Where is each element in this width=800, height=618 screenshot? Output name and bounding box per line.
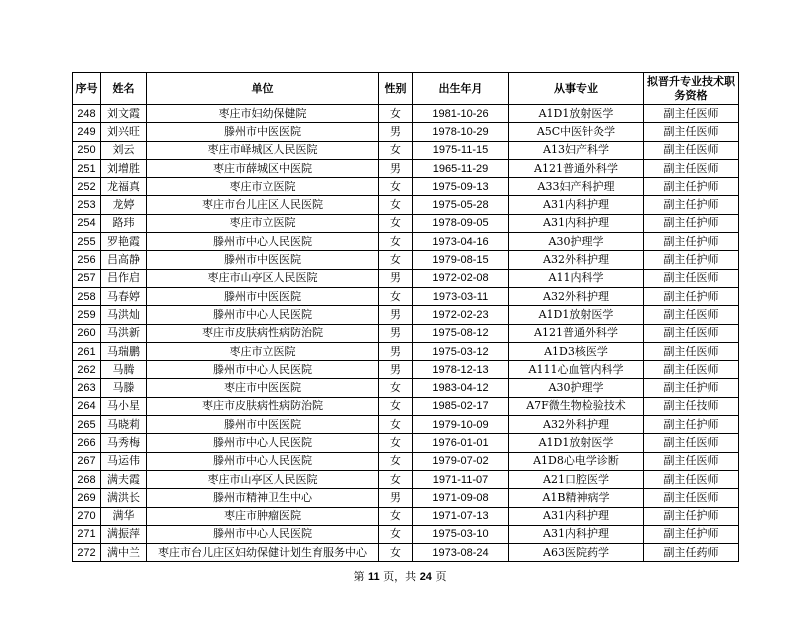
header-unit: 单位 [147, 73, 379, 105]
cell-specialty: A32外科护理 [509, 416, 644, 434]
cell-birth-date: 1985-02-17 [413, 397, 509, 415]
cell-gender: 女 [379, 196, 413, 214]
cell-unit: 枣庄市皮肤病性病防治院 [147, 324, 379, 342]
cell-name: 龙福真 [101, 178, 147, 196]
cell-qualification: 副主任护师 [644, 507, 739, 525]
cell-qualification: 副主任医师 [644, 361, 739, 379]
cell-specialty: A1D8心电学诊断 [509, 452, 644, 470]
cell-name: 满中兰 [101, 544, 147, 562]
cell-unit: 滕州市精神卫生中心 [147, 489, 379, 507]
cell-birth-date: 1975-03-10 [413, 525, 509, 543]
cell-serial: 250 [73, 141, 101, 159]
cell-serial: 267 [73, 452, 101, 470]
cell-qualification: 副主任医师 [644, 434, 739, 452]
page-footer [0, 568, 800, 584]
cell-birth-date: 1975-11-15 [413, 141, 509, 159]
header-name: 姓名 [101, 73, 147, 105]
cell-gender: 女 [379, 379, 413, 397]
cell-specialty: A30护理学 [509, 379, 644, 397]
cell-specialty: A13妇产科学 [509, 141, 644, 159]
footer-middle: 页，共 [383, 570, 417, 583]
cell-qualification: 副主任技师 [644, 397, 739, 415]
cell-gender: 女 [379, 287, 413, 305]
cell-serial: 256 [73, 251, 101, 269]
cell-birth-date: 1978-12-13 [413, 361, 509, 379]
cell-qualification: 副主任护师 [644, 287, 739, 305]
cell-unit: 枣庄市立医院 [147, 178, 379, 196]
cell-gender: 男 [379, 361, 413, 379]
cell-name: 马运伟 [101, 452, 147, 470]
cell-qualification: 副主任医师 [644, 269, 739, 287]
table-header [73, 73, 739, 105]
cell-unit: 滕州市中心人民医院 [147, 434, 379, 452]
cell-gender: 男 [379, 324, 413, 342]
cell-qualification: 副主任医师 [644, 324, 739, 342]
table-row [73, 269, 739, 287]
cell-qualification: 副主任护师 [644, 379, 739, 397]
cell-birth-date: 1965-11-29 [413, 159, 509, 177]
cell-gender: 男 [379, 269, 413, 287]
cell-serial: 253 [73, 196, 101, 214]
cell-specialty: A1D1放射医学 [509, 434, 644, 452]
cell-serial: 251 [73, 159, 101, 177]
page-total: 24 [419, 571, 432, 583]
cell-name: 龙婷 [101, 196, 147, 214]
cell-serial: 262 [73, 361, 101, 379]
cell-specialty: A111心血管内科学 [509, 361, 644, 379]
cell-gender: 男 [379, 306, 413, 324]
cell-birth-date: 1976-01-01 [413, 434, 509, 452]
cell-birth-date: 1975-03-12 [413, 342, 509, 360]
cell-birth-date: 1972-02-23 [413, 306, 509, 324]
cell-specialty: A32外科护理 [509, 251, 644, 269]
cell-unit: 枣庄市皮肤病性病防治院 [147, 397, 379, 415]
table-row [73, 489, 739, 507]
cell-specialty: A31内科护理 [509, 214, 644, 232]
cell-serial: 261 [73, 342, 101, 360]
table-row [73, 434, 739, 452]
cell-name: 刘文霞 [101, 105, 147, 123]
cell-qualification: 副主任医师 [644, 470, 739, 488]
cell-birth-date: 1978-10-29 [413, 123, 509, 141]
cell-qualification: 副主任医师 [644, 141, 739, 159]
cell-serial: 272 [73, 544, 101, 562]
cell-unit: 滕州市中医医院 [147, 287, 379, 305]
cell-gender: 女 [379, 233, 413, 251]
cell-serial: 255 [73, 233, 101, 251]
cell-serial: 268 [73, 470, 101, 488]
table-row [73, 141, 739, 159]
cell-birth-date: 1971-07-13 [413, 507, 509, 525]
cell-unit: 枣庄市肿瘤医院 [147, 507, 379, 525]
cell-name: 马小星 [101, 397, 147, 415]
cell-name: 马晓莉 [101, 416, 147, 434]
table-row [73, 525, 739, 543]
cell-specialty: A31内科护理 [509, 196, 644, 214]
cell-specialty: A121普通外科学 [509, 159, 644, 177]
cell-qualification: 副主任医师 [644, 452, 739, 470]
cell-qualification: 副主任护师 [644, 251, 739, 269]
cell-gender: 女 [379, 105, 413, 123]
cell-serial: 249 [73, 123, 101, 141]
cell-serial: 270 [73, 507, 101, 525]
footer-suffix: 页 [435, 570, 447, 583]
table-row [73, 306, 739, 324]
cell-gender: 女 [379, 507, 413, 525]
cell-name: 刘增胜 [101, 159, 147, 177]
cell-unit: 枣庄市中医医院 [147, 379, 379, 397]
cell-specialty: A33妇产科护理 [509, 178, 644, 196]
cell-qualification: 副主任护师 [644, 196, 739, 214]
cell-name: 刘兴旺 [101, 123, 147, 141]
cell-specialty: A1D1放射医学 [509, 306, 644, 324]
cell-gender: 女 [379, 470, 413, 488]
table-row [73, 342, 739, 360]
cell-qualification: 副主任护师 [644, 214, 739, 232]
cell-qualification: 副主任药师 [644, 544, 739, 562]
cell-birth-date: 1979-07-02 [413, 452, 509, 470]
roster-table [72, 72, 739, 562]
cell-unit: 滕州市中医医院 [147, 123, 379, 141]
table-row [73, 196, 739, 214]
cell-qualification: 副主任医师 [644, 489, 739, 507]
cell-gender: 女 [379, 178, 413, 196]
cell-birth-date: 1981-10-26 [413, 105, 509, 123]
cell-birth-date: 1972-02-08 [413, 269, 509, 287]
cell-birth-date: 1975-08-12 [413, 324, 509, 342]
cell-serial: 259 [73, 306, 101, 324]
header-birth-date: 出生年月 [413, 73, 509, 105]
cell-serial: 263 [73, 379, 101, 397]
cell-unit: 枣庄市立医院 [147, 214, 379, 232]
cell-gender: 女 [379, 452, 413, 470]
cell-serial: 252 [73, 178, 101, 196]
cell-qualification: 副主任医师 [644, 342, 739, 360]
cell-gender: 男 [379, 123, 413, 141]
cell-gender: 女 [379, 397, 413, 415]
cell-unit: 滕州市中心人民医院 [147, 306, 379, 324]
cell-gender: 女 [379, 251, 413, 269]
cell-name: 马滕 [101, 379, 147, 397]
cell-specialty: A63医院药学 [509, 544, 644, 562]
table-row [73, 123, 739, 141]
cell-unit: 枣庄市薛城区中医院 [147, 159, 379, 177]
table-body [73, 105, 739, 562]
table-row [73, 287, 739, 305]
cell-unit: 枣庄市峄城区人民医院 [147, 141, 379, 159]
cell-specialty: A32外科护理 [509, 287, 644, 305]
cell-unit: 滕州市中医医院 [147, 251, 379, 269]
cell-gender: 女 [379, 141, 413, 159]
cell-serial: 258 [73, 287, 101, 305]
table-row [73, 416, 739, 434]
cell-gender: 女 [379, 434, 413, 452]
cell-serial: 265 [73, 416, 101, 434]
cell-qualification: 副主任医师 [644, 306, 739, 324]
cell-specialty: A31内科护理 [509, 507, 644, 525]
cell-unit: 枣庄市山亭区人民医院 [147, 470, 379, 488]
cell-name: 马洪灿 [101, 306, 147, 324]
table-row [73, 324, 739, 342]
cell-specialty: A30护理学 [509, 233, 644, 251]
cell-unit: 枣庄市立医院 [147, 342, 379, 360]
cell-serial: 264 [73, 397, 101, 415]
cell-birth-date: 1973-08-24 [413, 544, 509, 562]
table-row [73, 379, 739, 397]
cell-birth-date: 1973-03-11 [413, 287, 509, 305]
cell-specialty: A11内科学 [509, 269, 644, 287]
table-row [73, 105, 739, 123]
cell-name: 罗艳霞 [101, 233, 147, 251]
cell-serial: 271 [73, 525, 101, 543]
cell-birth-date: 1979-08-15 [413, 251, 509, 269]
cell-specialty: A5C中医针灸学 [509, 123, 644, 141]
cell-unit: 滕州市中心人民医院 [147, 361, 379, 379]
cell-specialty: A1D1放射医学 [509, 105, 644, 123]
cell-name: 吕高静 [101, 251, 147, 269]
cell-unit: 滕州市中医医院 [147, 416, 379, 434]
cell-birth-date: 1973-04-16 [413, 233, 509, 251]
cell-gender: 男 [379, 489, 413, 507]
cell-name: 刘云 [101, 141, 147, 159]
table-row [73, 251, 739, 269]
cell-specialty: A21口腔医学 [509, 470, 644, 488]
cell-specialty: A121普通外科学 [509, 324, 644, 342]
cell-name: 满振萍 [101, 525, 147, 543]
cell-birth-date: 1979-10-09 [413, 416, 509, 434]
table-row [73, 178, 739, 196]
cell-unit: 枣庄市台儿庄区妇幼保健计划生育服务中心 [147, 544, 379, 562]
cell-birth-date: 1975-09-13 [413, 178, 509, 196]
header-serial: 序号 [73, 73, 101, 105]
cell-gender: 男 [379, 159, 413, 177]
cell-qualification: 副主任护师 [644, 416, 739, 434]
cell-name: 马洪新 [101, 324, 147, 342]
cell-serial: 260 [73, 324, 101, 342]
table-row [73, 159, 739, 177]
header-gender: 性别 [379, 73, 413, 105]
cell-birth-date: 1978-09-05 [413, 214, 509, 232]
cell-specialty: A31内科护理 [509, 525, 644, 543]
cell-unit: 滕州市中心人民医院 [147, 452, 379, 470]
cell-serial: 254 [73, 214, 101, 232]
cell-name: 吕作启 [101, 269, 147, 287]
cell-name: 马腾 [101, 361, 147, 379]
cell-unit: 滕州市中心人民医院 [147, 233, 379, 251]
cell-birth-date: 1983-04-12 [413, 379, 509, 397]
header-row [73, 73, 739, 105]
cell-gender: 女 [379, 214, 413, 232]
cell-unit: 枣庄市山亭区人民医院 [147, 269, 379, 287]
cell-unit: 枣庄市妇幼保健院 [147, 105, 379, 123]
cell-serial: 257 [73, 269, 101, 287]
cell-birth-date: 1971-11-07 [413, 470, 509, 488]
header-qualification: 拟晋升专业技术职务资格 [644, 73, 739, 105]
cell-gender: 女 [379, 544, 413, 562]
table-row [73, 470, 739, 488]
cell-qualification: 副主任护师 [644, 178, 739, 196]
cell-serial: 266 [73, 434, 101, 452]
header-specialty: 从事专业 [509, 73, 644, 105]
cell-unit: 枣庄市台儿庄区人民医院 [147, 196, 379, 214]
page-number: 11 [368, 571, 380, 583]
cell-name: 马秀梅 [101, 434, 147, 452]
cell-name: 满洪长 [101, 489, 147, 507]
cell-gender: 女 [379, 525, 413, 543]
cell-gender: 女 [379, 416, 413, 434]
cell-qualification: 副主任医师 [644, 159, 739, 177]
table-row [73, 397, 739, 415]
cell-name: 满华 [101, 507, 147, 525]
cell-qualification: 副主任护师 [644, 525, 739, 543]
cell-specialty: A1B精神病学 [509, 489, 644, 507]
cell-gender: 男 [379, 342, 413, 360]
cell-qualification: 副主任护师 [644, 233, 739, 251]
footer-prefix: 第 [353, 570, 365, 583]
cell-birth-date: 1971-09-08 [413, 489, 509, 507]
cell-specialty: A1D3核医学 [509, 342, 644, 360]
cell-serial: 248 [73, 105, 101, 123]
cell-unit: 滕州市中心人民医院 [147, 525, 379, 543]
cell-specialty: A7F微生物检验技术 [509, 397, 644, 415]
cell-name: 满夫霞 [101, 470, 147, 488]
cell-qualification: 副主任医师 [644, 123, 739, 141]
cell-serial: 269 [73, 489, 101, 507]
table-row [73, 544, 739, 562]
cell-name: 马春婷 [101, 287, 147, 305]
cell-qualification: 副主任医师 [644, 105, 739, 123]
table-row [73, 452, 739, 470]
cell-name: 路玮 [101, 214, 147, 232]
table-row [73, 507, 739, 525]
cell-birth-date: 1975-05-28 [413, 196, 509, 214]
cell-name: 马瑞鹏 [101, 342, 147, 360]
table-row [73, 214, 739, 232]
table-row [73, 361, 739, 379]
table-row [73, 233, 739, 251]
